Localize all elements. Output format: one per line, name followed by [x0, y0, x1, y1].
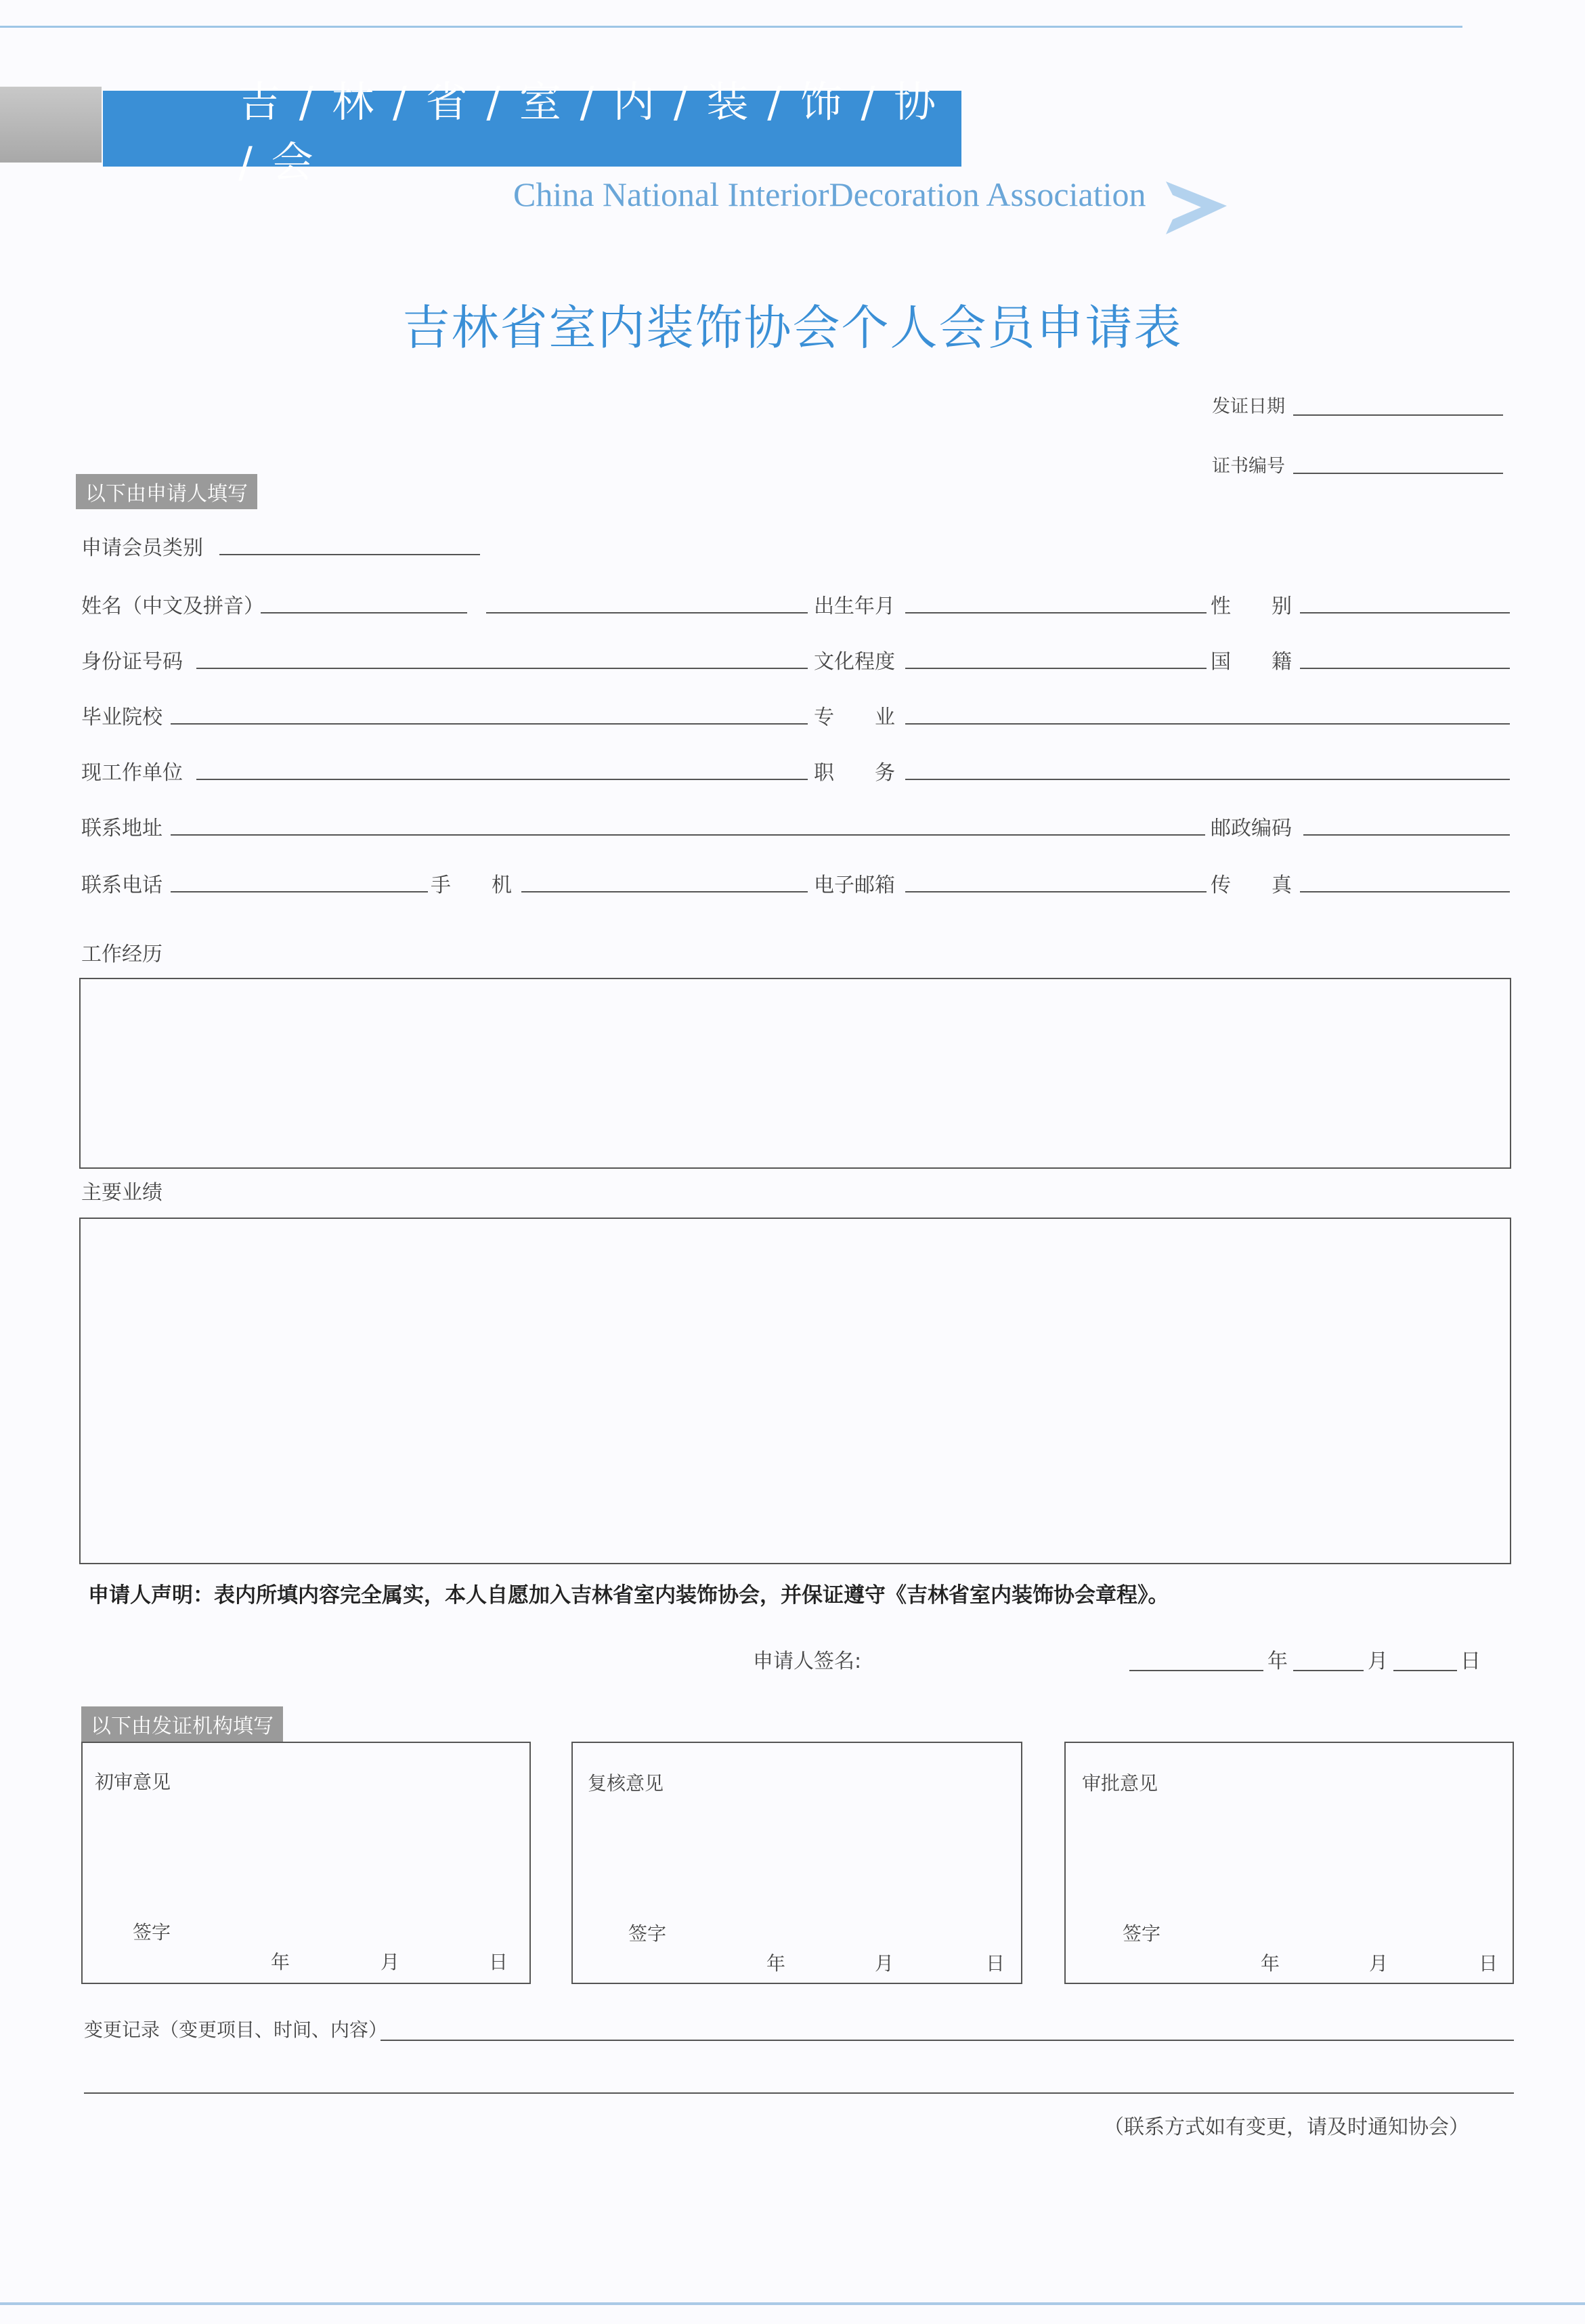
- review3-year: 年: [1261, 1952, 1280, 1975]
- work-history-label: 工作经历: [81, 943, 162, 966]
- phone-label: 联系电话: [81, 874, 162, 897]
- address-field[interactable]: [171, 834, 1205, 836]
- change-log-field-2[interactable]: [84, 2092, 1514, 2094]
- review3-sign-label: 签字: [1123, 1922, 1161, 1945]
- section-applicant: 以下由申请人填写: [76, 474, 257, 509]
- issue-date-field[interactable]: [1293, 414, 1503, 416]
- employer-label: 现工作单位: [81, 761, 183, 785]
- birth-label: 出生年月: [814, 595, 895, 618]
- org-name-en: China National InteriorDecoration Association: [513, 175, 1146, 213]
- nationality-label: 国 籍: [1211, 650, 1292, 674]
- birth-field[interactable]: [905, 612, 1207, 614]
- sign-day-label: 日: [1460, 1650, 1481, 1673]
- position-field[interactable]: [905, 779, 1510, 780]
- work-history-box[interactable]: [79, 978, 1511, 1169]
- section-issuer: 以下由发证机构填写: [81, 1706, 283, 1742]
- declaration-text: 申请人声明：表内所填内容完全属实，本人自愿加入吉林省室内装饰协会，并保证遵守《吉林省室内装饰协会章程》。: [88, 1583, 1169, 1608]
- sign-month-field[interactable]: [1293, 1670, 1364, 1671]
- review2-sign-label: 签字: [628, 1922, 667, 1945]
- nationality-field[interactable]: [1300, 668, 1510, 669]
- email-label: 电子邮箱: [814, 874, 895, 897]
- review3-day: 日: [1479, 1952, 1498, 1975]
- form-title: 吉林省室内装饰协会个人会员申请表: [402, 300, 1183, 356]
- review1-sign-label: 签字: [133, 1921, 171, 1943]
- review2-day: 日: [986, 1952, 1005, 1975]
- major-label: 专 业: [814, 706, 895, 729]
- review1-year: 年: [271, 1951, 290, 1973]
- mobile-field[interactable]: [521, 891, 808, 892]
- id-field[interactable]: [196, 668, 808, 669]
- review1-label: 初审意见: [95, 1771, 171, 1793]
- change-log-field[interactable]: [381, 2040, 1514, 2041]
- name-cn-field[interactable]: [261, 612, 467, 614]
- review2-year: 年: [766, 1952, 786, 1975]
- education-field[interactable]: [905, 668, 1207, 669]
- sign-year-field[interactable]: [1129, 1670, 1263, 1671]
- bottom-rule: [0, 2302, 1585, 2305]
- header-gray-tab: [0, 87, 102, 163]
- review1-box[interactable]: [81, 1742, 531, 1984]
- employer-field[interactable]: [196, 779, 808, 780]
- gender-label: 性 别: [1211, 595, 1292, 618]
- fax-label: 传 真: [1211, 874, 1292, 897]
- org-banner: [103, 77, 961, 187]
- top-rule: [0, 26, 1462, 28]
- cert-no-label: 证书编号: [1212, 456, 1285, 477]
- org-name-cn: 吉 / 林 / 省 / 室 / 内 / 装 / 饰 / 协 / 会: [238, 77, 939, 187]
- cert-no-field[interactable]: [1293, 473, 1503, 474]
- review2-box[interactable]: [571, 1742, 1022, 1984]
- mobile-label: 手 机: [431, 874, 512, 897]
- review3-label: 审批意见: [1082, 1772, 1158, 1794]
- education-label: 文化程度: [814, 650, 895, 674]
- postcode-label: 邮政编码: [1211, 817, 1292, 840]
- gender-field[interactable]: [1300, 612, 1510, 614]
- chevron-right-icon: [1166, 177, 1234, 238]
- id-label: 身份证号码: [81, 650, 183, 674]
- postcode-field[interactable]: [1303, 834, 1510, 836]
- member-type-label: 申请会员类别: [81, 536, 203, 560]
- sign-month-label: 月: [1368, 1650, 1388, 1673]
- change-log-label: 变更记录（变更项目、时间、内容）: [84, 2019, 388, 2041]
- major-field[interactable]: [905, 723, 1510, 725]
- review3-month: 月: [1369, 1952, 1389, 1975]
- footer-note: （联系方式如有变更，请及时通知协会）: [1104, 2115, 1469, 2139]
- review1-month: 月: [381, 1951, 400, 1973]
- fax-field[interactable]: [1300, 891, 1510, 892]
- review3-box[interactable]: [1064, 1742, 1514, 1984]
- achievements-label: 主要业绩: [81, 1181, 162, 1205]
- signature-label: 申请人签名:: [753, 1650, 862, 1673]
- phone-field[interactable]: [171, 891, 428, 892]
- sign-year-label: 年: [1267, 1650, 1288, 1673]
- email-field[interactable]: [905, 891, 1207, 892]
- member-type-field[interactable]: [219, 554, 480, 555]
- review2-label: 复核意见: [588, 1772, 664, 1794]
- review2-month: 月: [875, 1952, 894, 1975]
- school-field[interactable]: [171, 723, 808, 725]
- sign-day-field[interactable]: [1393, 1670, 1457, 1671]
- review1-day: 日: [489, 1951, 508, 1973]
- name-pinyin-field[interactable]: [486, 612, 808, 614]
- position-label: 职 务: [814, 761, 895, 785]
- name-label: 姓名（中文及拼音）: [81, 595, 264, 618]
- issue-date-label: 发证日期: [1212, 396, 1285, 417]
- achievements-box[interactable]: [79, 1218, 1511, 1564]
- address-label: 联系地址: [81, 817, 162, 840]
- school-label: 毕业院校: [81, 706, 162, 729]
